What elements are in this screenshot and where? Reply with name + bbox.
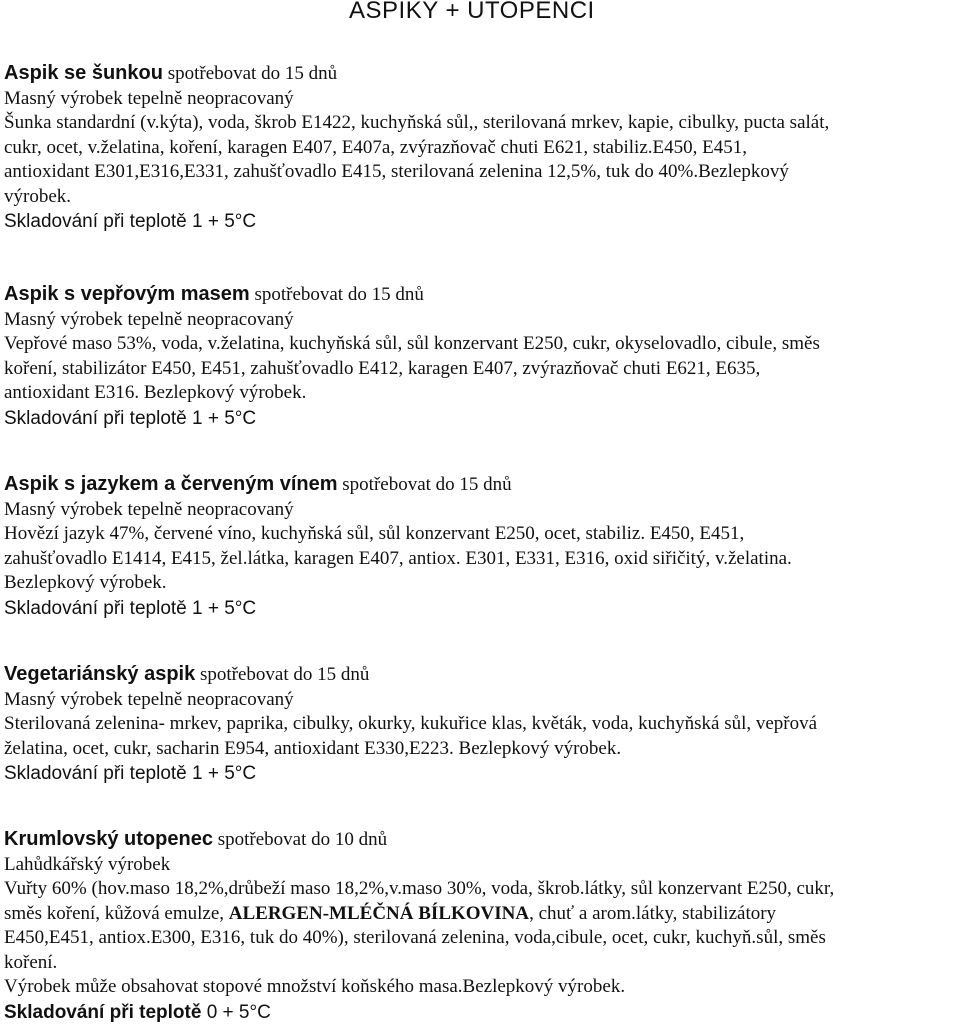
storage-label: Skladování při teplotě: [4, 1001, 202, 1023]
ingredients-line: zahušťovadlo E1414, E415, žel.látka, karagen E407, antiox. E301, E331, E316, oxid siřičitý, v.želatina.: [4, 547, 792, 569]
page-title: ASPIKY + UTOPENCI: [349, 0, 595, 24]
ingredients-line: E450,E451, antiox.E300, E316, tuk do 40%), sterilovaná zelenina, voda,cibule, ocet, cukr, kuchyň.sůl, směs: [4, 927, 826, 948]
ingredients-line: [4, 902, 960, 927]
product-category: Masný výrobek tepelně neopracovaný: [4, 308, 294, 330]
ingredients-line: antioxidant E301,E316,E331, zahušťovadlo E415, sterilovaná zelenina 12,5%, tuk do 40%.Bezlepkový: [4, 161, 789, 182]
product-heading: [4, 282, 960, 308]
storage-info: [4, 1000, 960, 1025]
product-category: Lahůdkářský výrobek: [4, 853, 171, 875]
storage-temperature: 0 + 5°C: [201, 1001, 271, 1023]
product-name: Krumlovský utopenec: [4, 828, 213, 850]
product-section-aspik-se-sunkou: [4, 61, 960, 234]
ingredients-line: cukr, ocet, v.želatina, koření, karagen E407, E407a, zvýrazňovač chuti E621, stabiliz.E450, E451,: [4, 136, 747, 158]
product-name: Aspik s vepřovým masem: [4, 283, 250, 305]
product-name: Aspik se šunkou: [4, 62, 163, 84]
ingredients-line: antioxidant E316. Bezlepkový výrobek.: [4, 382, 307, 403]
ingredients-line: koření.: [4, 951, 58, 973]
storage-info: Skladování při teplotě 1 + 5°C: [4, 597, 257, 619]
ingredients-line: Sterilovaná zelenina- mrkev, paprika, cibulky, okurky, kukuřice klas, květák, voda, kuchyňská sůl, vepřová: [4, 713, 818, 734]
product-section-aspik-s-veprovym-masem: [4, 282, 960, 431]
shelf-life: spotřebovat do 15 dnů: [249, 284, 424, 305]
ingredients-line: Vuřty 60% (hov.maso 18,2%,drůbeží maso 18,2%,v.maso 30%, voda, škrob.látky, sůl konzervant E250, cukr,: [4, 878, 835, 899]
product-heading: [4, 827, 960, 853]
product-note: Výrobek může obsahovat stopové množství koňského masa.Bezlepkový výrobek.: [4, 976, 626, 997]
shelf-life: spotřebovat do 15 dnů: [337, 474, 512, 495]
ingredients-text: směs koření, kůžová emulze,: [4, 902, 229, 924]
product-name: Vegetariánský aspik: [4, 663, 196, 685]
product-name: Aspik s jazykem a červeným vínem: [4, 473, 338, 495]
storage-info: Skladování při teplotě 1 + 5°C: [4, 763, 257, 784]
ingredients-line: Vepřové maso 53%, voda, v.želatina, kuchyňská sůl, sůl konzervant E250, cukr, okyselovadlo, cibule, směs: [4, 333, 820, 354]
product-section-vegetariansky-aspik: [4, 662, 960, 786]
product-heading: [4, 61, 960, 87]
product-category: Masný výrobek tepelně neopracovaný: [4, 498, 294, 520]
product-category: Masný výrobek tepelně neopracovaný: [4, 87, 294, 109]
shelf-life: spotřebovat do 10 dnů: [212, 829, 388, 850]
product-category: Masný výrobek tepelně neopracovaný: [4, 688, 294, 710]
allergen-warning: ALERGEN-MLÉČNÁ BÍLKOVINA: [228, 902, 530, 924]
shelf-life: spotřebovat do 15 dnů: [162, 63, 338, 84]
ingredients-line: želatina, ocet, cukr, sacharin E954, antioxidant E330,E223. Bezlepkový výrobek.: [4, 737, 622, 759]
ingredients-line: Bezlepkový výrobek.: [4, 572, 167, 593]
product-heading: [4, 472, 960, 498]
ingredients-line: výrobek.: [4, 185, 72, 207]
ingredients-line: koření, stabilizátor E450, E451, zahušťovadlo E412, karagen E407, zvýrazňovač chuti E621, E635,: [4, 357, 761, 379]
ingredients-line: Šunka standardní (v.kýta), voda, škrob E1422, kuchyňská sůl,, sterilovaná mrkev, kapie, cibulky, pucta salát,: [4, 112, 830, 133]
storage-info: Skladování při teplotě 1 + 5°C: [4, 407, 257, 429]
product-section-krumlovsky-utopenec: [4, 827, 960, 1025]
ingredients-line: Hovězí jazyk 47%, červené víno, kuchyňská sůl, sůl konzervant E250, ocet, stabiliz. E450, E451,: [4, 523, 745, 544]
shelf-life: spotřebovat do 15 dnů: [195, 664, 370, 685]
product-section-aspik-s-jazykem: [4, 472, 960, 621]
product-heading: [4, 662, 960, 688]
storage-info: Skladování při teplotě 1 + 5°C: [4, 211, 257, 232]
ingredients-text: , chuť a arom.látky, stabilizátory: [529, 902, 777, 924]
